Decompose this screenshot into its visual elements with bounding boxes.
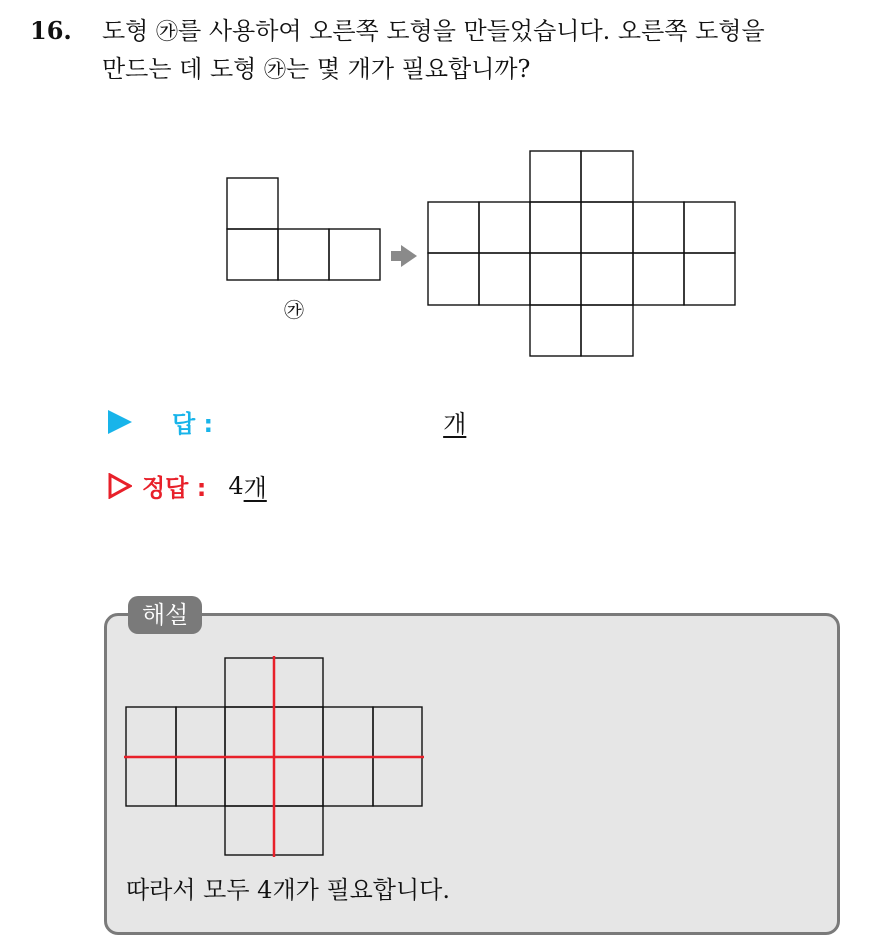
expl-cell [373,707,422,757]
expl-cell [274,806,323,855]
expl-cell [126,707,176,757]
question-text-1b: 를 사용하여 오른쪽 도형을 만들었습니다. 오른쪽 도형을 [178,17,765,45]
expl-cell [225,757,274,806]
expl-cell [225,707,274,757]
question-text-2a: 만드는 데 도형 [102,55,264,83]
expl-cell [274,757,323,806]
expl-cell [126,757,176,806]
correct-value: 4 [228,471,244,500]
shape-marker: ㉮ [156,20,179,45]
expl-cell [225,658,274,707]
explanation-tab: 해설 [128,596,202,634]
answer-label: 답 : [172,410,214,438]
answer-unit: 개 [443,410,467,438]
correct-label: 정답 : [142,474,207,502]
shape-ga-label: ㉮ [284,298,304,322]
expl-cell [274,707,323,757]
expl-cell [323,757,373,806]
question-text-2b: 는 몇 개가 필요합니까? [286,55,531,83]
explanation-text: 따라서 모두 4개가 필요합니다. [126,876,450,904]
expl-cell [274,658,323,707]
expl-cell [225,806,274,855]
expl-cell [323,707,373,757]
correct-unit: 개 [243,474,267,502]
question-text-1a: 도형 [102,17,156,45]
expl-cell [176,757,225,806]
question-number: 16. [30,16,72,45]
expl-cell [373,757,422,806]
expl-cell [176,707,225,757]
shape-marker-2: ㉮ [264,58,287,83]
